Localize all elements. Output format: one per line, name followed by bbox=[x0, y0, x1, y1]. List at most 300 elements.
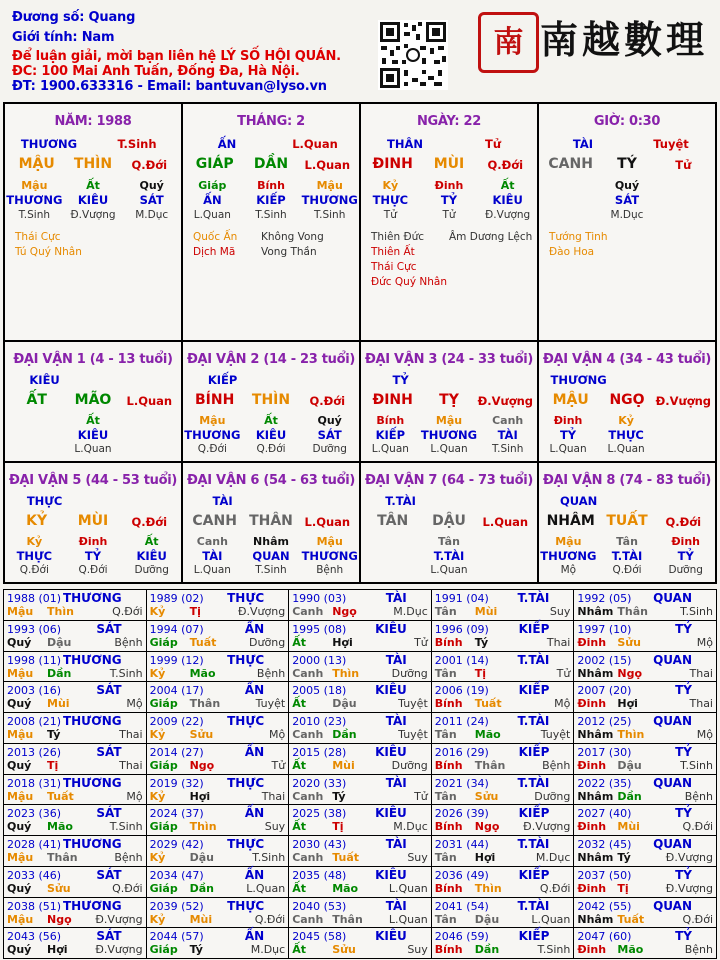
hidden-stem: Tân bbox=[616, 535, 638, 548]
annual-star: QUAN bbox=[653, 775, 692, 790]
annual-chi: Thân bbox=[474, 758, 506, 772]
dai-van-title: ĐẠI VẬN 8 (74 - 83 tuổi) bbox=[542, 473, 712, 488]
annual-detail bbox=[577, 790, 713, 803]
annual-state: Bệnh bbox=[684, 789, 713, 803]
hidden-state: Q.Đới bbox=[19, 564, 49, 576]
hidden-state: T.Sinh bbox=[491, 443, 524, 455]
annual-state: Thai bbox=[689, 697, 713, 711]
annual-year: 2009 (22) bbox=[149, 715, 204, 728]
hidden-states-row bbox=[361, 443, 537, 455]
annual-state: Mộ bbox=[126, 789, 143, 803]
annual-cell bbox=[146, 713, 289, 744]
pillar-cell bbox=[539, 104, 715, 340]
annual-cell bbox=[574, 713, 717, 744]
annual-detail bbox=[435, 790, 571, 803]
annual-chi: Tý bbox=[47, 728, 61, 741]
annual-state: Tuyệt bbox=[398, 728, 428, 741]
annual-year: 2016 (29) bbox=[434, 745, 489, 759]
annual-cell bbox=[289, 682, 432, 713]
annual-year: 2015 (28) bbox=[292, 745, 347, 759]
annual-star: THỰC bbox=[227, 652, 265, 667]
pillar-can: CANH bbox=[548, 156, 593, 172]
hidden-state: Đ.Vượng bbox=[485, 209, 531, 221]
hidden-state: Bệnh bbox=[316, 564, 344, 576]
annual-state: Suy bbox=[264, 820, 286, 834]
pillar-cell bbox=[361, 104, 537, 340]
annual-can: Giáp bbox=[149, 758, 178, 772]
annual-year: 2023 (36) bbox=[7, 807, 62, 821]
annual-detail bbox=[435, 851, 571, 864]
annual-can: Kỷ bbox=[149, 912, 166, 926]
annual-row bbox=[4, 836, 717, 867]
annual-can: Ất bbox=[292, 635, 306, 649]
annual-chi: Dậu bbox=[47, 635, 72, 649]
dai-van-chi: DẬU bbox=[432, 513, 466, 529]
annual-star: KIÊU bbox=[375, 806, 407, 821]
dai-van-can-chi-row bbox=[183, 513, 359, 529]
pillar-chi: TÝ bbox=[617, 156, 637, 172]
annual-chi: Thìn bbox=[47, 605, 74, 618]
annual-state: Tử bbox=[556, 666, 571, 680]
hidden-stem: Nhâm bbox=[253, 535, 289, 548]
annual-state: L.Quan bbox=[531, 912, 571, 926]
dai-van-title: ĐẠI VẬN 3 (24 - 33 tuổi) bbox=[364, 352, 534, 367]
annual-star: TỶ bbox=[675, 867, 692, 882]
annual-row bbox=[4, 805, 717, 836]
hidden-stem: Mậu bbox=[21, 179, 48, 192]
annual-detail bbox=[150, 790, 286, 803]
dai-van-title: ĐẠI VẬN 2 (14 - 23 tuổi) bbox=[186, 352, 356, 367]
annual-state: T.Sinh bbox=[252, 851, 286, 864]
dai-van-cell bbox=[539, 463, 715, 582]
annual-cell bbox=[574, 897, 717, 928]
annual-row bbox=[4, 897, 717, 928]
annual-year: 2042 (55) bbox=[577, 899, 632, 913]
annual-year: 2010 (23) bbox=[292, 715, 347, 728]
annual-state: Thai bbox=[546, 635, 571, 649]
hidden-star: KIẾP bbox=[256, 193, 286, 207]
annual-can: Bính bbox=[434, 943, 463, 957]
pillar-star-row bbox=[183, 137, 359, 151]
hidden-stars-row bbox=[5, 549, 181, 563]
dai-van-can: CANH bbox=[192, 513, 237, 529]
annual-state: L.Quan bbox=[388, 912, 428, 926]
annual-year: 2027 (40) bbox=[577, 807, 632, 821]
annual-star: TỶ bbox=[675, 744, 692, 759]
hidden-star: TỶ bbox=[84, 549, 102, 563]
hidden-states-row bbox=[5, 564, 181, 576]
annual-cell bbox=[289, 774, 432, 805]
annual-state: Q.Đới bbox=[112, 881, 143, 895]
annual-year: 2018 (31) bbox=[7, 776, 62, 790]
annual-detail bbox=[435, 605, 571, 618]
annual-chi: Tị bbox=[189, 605, 201, 618]
annual-state: Đ.Vượng bbox=[237, 605, 286, 618]
annual-detail bbox=[150, 820, 286, 833]
dai-van-can: ẤT bbox=[26, 392, 47, 408]
annual-cell bbox=[4, 866, 147, 897]
annual-star: THƯƠNG bbox=[62, 714, 122, 728]
annual-year: 1989 (02) bbox=[149, 592, 204, 605]
annual-state: Bệnh bbox=[684, 943, 713, 957]
pillar-star: ẤN bbox=[217, 137, 237, 151]
dai-van-cell bbox=[183, 463, 359, 582]
annual-cell bbox=[431, 713, 574, 744]
annual-state: Mộ bbox=[268, 728, 286, 741]
pillar-chi-state: Q.Đới bbox=[487, 158, 524, 172]
annotation: Tú Quý Nhân bbox=[15, 246, 82, 258]
annual-chi: Tuất bbox=[474, 697, 502, 711]
pillar-can-chi-row bbox=[5, 156, 181, 172]
hidden-stem: Canh bbox=[196, 535, 228, 548]
hidden-stars-row bbox=[539, 193, 715, 207]
annual-year: 2032 (45) bbox=[577, 838, 632, 851]
hidden-state: Dưỡng bbox=[312, 443, 347, 455]
annual-detail bbox=[292, 728, 428, 741]
pillar-chi: THÌN bbox=[73, 156, 113, 172]
annual-detail bbox=[435, 913, 571, 926]
annual-state: Bệnh bbox=[114, 635, 143, 649]
hidden-state: L.Quan bbox=[74, 443, 112, 455]
hidden-stems-row bbox=[183, 535, 359, 548]
pillar-star-extra: T.Sinh bbox=[117, 137, 157, 151]
annual-can: Đinh bbox=[577, 881, 607, 895]
annual-can: Mậu bbox=[7, 912, 34, 926]
annual-cell bbox=[146, 651, 289, 682]
annual-chi: Thân bbox=[189, 697, 221, 711]
pillar-star-extra: L.Quan bbox=[292, 137, 338, 151]
annual-cell bbox=[146, 682, 289, 713]
annotation: Quốc Ấn bbox=[193, 231, 238, 243]
annual-chi: Mùi bbox=[332, 758, 355, 772]
annual-cell bbox=[146, 620, 289, 651]
annotation: Thái Cực bbox=[371, 261, 417, 273]
header-line: Để luận giải, mời bạn liên hệ LÝ SỐ HỘI QUÁN. bbox=[12, 49, 341, 64]
hidden-stem: Bính bbox=[376, 414, 405, 427]
annual-state: M.Dục bbox=[535, 851, 571, 864]
qr-code-icon[interactable] bbox=[378, 20, 448, 90]
hidden-stem: Mậu bbox=[435, 414, 463, 427]
hidden-star: QUAN bbox=[252, 549, 290, 563]
dai-van-cell bbox=[183, 342, 359, 461]
hidden-stem: Ất bbox=[144, 535, 159, 548]
annual-star: QUAN bbox=[653, 837, 692, 851]
pillar-star-row bbox=[5, 137, 181, 151]
annual-year: 1998 (11) bbox=[7, 653, 62, 667]
hidden-star: T.TÀI bbox=[433, 549, 465, 563]
annual-chi: Tuất bbox=[189, 635, 217, 649]
annual-detail bbox=[435, 728, 571, 741]
annual-detail bbox=[150, 636, 286, 649]
annual-state: Dưỡng bbox=[391, 758, 428, 772]
annual-can: Kỷ bbox=[149, 789, 166, 803]
hidden-stems-row bbox=[539, 414, 715, 427]
annual-can: Canh bbox=[292, 666, 324, 680]
annual-state: T.Sinh bbox=[109, 666, 143, 680]
dai-van-state: Đ.Vượng bbox=[477, 394, 534, 408]
dai-van-chi: TUẤT bbox=[606, 513, 648, 529]
annual-cell bbox=[431, 897, 574, 928]
annual-row bbox=[4, 651, 717, 682]
annual-can: Kỷ bbox=[149, 666, 166, 680]
dai-van-can: ĐINH bbox=[372, 392, 413, 408]
annual-chi: Tý bbox=[189, 943, 203, 957]
hidden-state: Đ.Vượng bbox=[70, 209, 116, 221]
annual-can: Kỷ bbox=[149, 851, 166, 864]
annual-detail bbox=[7, 728, 143, 741]
dai-van-star-row bbox=[183, 373, 359, 387]
annual-star: ẤN bbox=[244, 929, 265, 944]
hidden-star: TÀI bbox=[497, 428, 518, 442]
annual-detail bbox=[292, 759, 428, 772]
pillar-can: ĐINH bbox=[372, 156, 413, 172]
annual-star: THỰC bbox=[227, 775, 265, 790]
dai-van-cell bbox=[5, 342, 181, 461]
dai-van-star: THƯƠNG bbox=[550, 373, 607, 387]
annual-year: 1993 (06) bbox=[7, 622, 62, 636]
hidden-state: L.Quan bbox=[549, 443, 587, 455]
annual-chi: Sửu bbox=[189, 728, 214, 741]
annual-detail bbox=[577, 636, 713, 649]
hidden-star: THỰC bbox=[16, 549, 53, 563]
annotation: Thái Cực bbox=[15, 231, 61, 243]
annual-can: Bính bbox=[434, 881, 463, 895]
annual-detail bbox=[292, 667, 428, 680]
annual-can: Mậu bbox=[7, 851, 34, 864]
hidden-stem: Ất bbox=[264, 414, 278, 427]
dai-van-chi: NGỌ bbox=[609, 392, 645, 408]
annual-star: THƯƠNG bbox=[62, 775, 122, 790]
hidden-star: SÁT bbox=[139, 193, 164, 207]
annual-detail bbox=[435, 667, 571, 680]
annotation: Không Vong bbox=[261, 231, 324, 243]
annual-year: 2028 (41) bbox=[7, 838, 62, 851]
annual-cell bbox=[574, 651, 717, 682]
annual-can: Tân bbox=[434, 666, 457, 680]
hidden-star: KIÊU bbox=[255, 428, 287, 442]
annual-star: KIẾP bbox=[518, 929, 550, 944]
annual-cell bbox=[289, 743, 432, 774]
annual-cell bbox=[289, 836, 432, 867]
dai-van-state: Q.Đới bbox=[131, 515, 168, 529]
annual-cell bbox=[431, 682, 574, 713]
annual-year: 2031 (44) bbox=[434, 838, 489, 851]
annual-star: T.TÀI bbox=[517, 652, 550, 667]
dai-van-star-row bbox=[539, 494, 715, 508]
annual-row bbox=[4, 682, 717, 713]
annual-detail bbox=[292, 851, 428, 864]
annual-detail bbox=[577, 697, 713, 710]
hidden-states-row bbox=[539, 564, 715, 576]
annual-can: Canh bbox=[292, 605, 324, 618]
annual-detail bbox=[577, 943, 713, 956]
annual-chi: Dần bbox=[617, 789, 642, 803]
pillar-chi: DẦN bbox=[253, 156, 289, 172]
annual-can: Kỷ bbox=[149, 728, 166, 741]
annual-chi: Dậu bbox=[189, 851, 214, 864]
annual-year: 2033 (46) bbox=[7, 868, 62, 882]
annual-detail bbox=[577, 667, 713, 680]
annual-cell bbox=[146, 743, 289, 774]
annual-detail bbox=[7, 605, 143, 618]
hidden-state: T.Sinh bbox=[255, 564, 287, 576]
annual-chi: Tị bbox=[474, 666, 487, 680]
annual-year: 2043 (56) bbox=[7, 930, 62, 944]
annual-cell bbox=[431, 774, 574, 805]
annual-year: 2041 (54) bbox=[434, 899, 489, 913]
hidden-star: KIÊU bbox=[77, 428, 109, 442]
annual-cell bbox=[289, 590, 432, 621]
annual-star: THƯƠNG bbox=[62, 591, 122, 605]
hidden-stems-row bbox=[5, 535, 181, 548]
dai-van-state: Q.Đới bbox=[665, 515, 702, 529]
annual-can: Quý bbox=[7, 758, 32, 772]
annual-year: 2029 (42) bbox=[149, 838, 204, 851]
annual-state: Dưỡng bbox=[391, 666, 428, 680]
header bbox=[0, 0, 720, 100]
hidden-state: Q.Đới bbox=[256, 443, 286, 455]
annual-detail bbox=[7, 636, 143, 649]
annual-star: TÀI bbox=[385, 591, 407, 605]
annual-cell bbox=[289, 928, 432, 959]
annual-chi: Thân bbox=[617, 605, 648, 618]
annual-state: T.Sinh bbox=[680, 758, 713, 772]
pillar-star: THƯƠNG bbox=[20, 137, 78, 151]
pillar-title: GIỜ: 0:30 bbox=[593, 114, 661, 129]
annual-chi: Hợi bbox=[189, 789, 211, 803]
hidden-stems-row bbox=[361, 414, 537, 427]
annual-detail bbox=[7, 697, 143, 710]
annual-year: 1990 (03) bbox=[292, 592, 347, 605]
annual-year: 2014 (27) bbox=[149, 745, 204, 759]
annual-can: Quý bbox=[7, 881, 32, 895]
annual-year: 2024 (37) bbox=[149, 807, 204, 821]
annual-detail bbox=[7, 667, 143, 680]
hidden-states-row bbox=[183, 564, 359, 576]
hidden-star: THƯƠNG bbox=[6, 193, 63, 207]
hidden-states-row bbox=[539, 209, 715, 221]
hidden-states-row bbox=[361, 564, 537, 576]
annual-star: T.TÀI bbox=[517, 714, 550, 728]
annual-can: Giáp bbox=[149, 943, 178, 957]
annual-chi: Mùi bbox=[474, 605, 498, 618]
dai-van-chi: THÂN bbox=[249, 513, 293, 529]
annual-cell bbox=[146, 897, 289, 928]
annual-star: KIẾP bbox=[518, 621, 550, 636]
annotations-right bbox=[261, 230, 324, 260]
annual-chi: Tý bbox=[617, 851, 631, 864]
annual-year: 1991 (04) bbox=[434, 592, 489, 605]
pillar-star-extra: Tuyệt bbox=[653, 137, 689, 151]
annual-cell bbox=[289, 805, 432, 836]
annual-chi: Ngọ bbox=[189, 758, 215, 772]
dai-van-cell bbox=[361, 463, 537, 582]
hidden-states-row bbox=[183, 443, 359, 455]
annual-state: Đ.Vượng bbox=[665, 851, 713, 864]
annual-detail bbox=[150, 667, 286, 680]
annual-star: QUAN bbox=[653, 591, 692, 605]
annual-detail bbox=[292, 943, 428, 956]
annual-cell bbox=[4, 836, 147, 867]
annual-can: Đinh bbox=[577, 820, 607, 834]
annual-cell bbox=[574, 836, 717, 867]
annual-can: Đinh bbox=[577, 758, 607, 772]
annual-detail bbox=[435, 882, 571, 895]
annual-detail bbox=[150, 913, 286, 926]
annual-star: THỰC bbox=[227, 837, 265, 851]
pillar-title: NĂM: 1988 bbox=[54, 114, 132, 129]
annual-state: Q.Đới bbox=[112, 605, 143, 618]
annual-cell bbox=[574, 743, 717, 774]
annual-chi: Dậu bbox=[617, 758, 642, 772]
annual-chi: Ngọ bbox=[332, 605, 357, 618]
annual-chi: Dần bbox=[189, 881, 214, 895]
pillar-chi-state: Q.Đới bbox=[131, 158, 168, 172]
annual-star: THƯƠNG bbox=[62, 652, 122, 667]
annual-can: Mậu bbox=[7, 605, 34, 618]
annual-can: Ất bbox=[292, 943, 306, 957]
dai-van-star-row bbox=[361, 494, 537, 508]
annual-can: Canh bbox=[292, 789, 324, 803]
dai-van-chi: THÌN bbox=[251, 392, 291, 408]
hidden-star: KIÊU bbox=[77, 193, 109, 207]
annual-cell bbox=[4, 620, 147, 651]
dai-van-can-chi-row bbox=[539, 513, 715, 529]
spacer bbox=[618, 373, 715, 387]
annual-state: Q.Đới bbox=[682, 912, 713, 926]
hidden-stem: Canh bbox=[492, 414, 524, 427]
annual-star: THỰC bbox=[227, 714, 265, 728]
hidden-stem: Mậu bbox=[555, 535, 582, 548]
hidden-stars-row bbox=[361, 549, 537, 563]
annotations-right bbox=[449, 230, 532, 245]
annual-can: Tân bbox=[434, 605, 457, 618]
annual-cell bbox=[431, 620, 574, 651]
annual-star: SÁT bbox=[96, 683, 122, 698]
annotations-left bbox=[193, 230, 237, 260]
dai-van-state: L.Quan bbox=[482, 515, 529, 529]
annual-detail bbox=[7, 820, 143, 833]
dai-van-star-row bbox=[5, 373, 181, 387]
hidden-stem: Ất bbox=[86, 179, 100, 192]
annual-star: SÁT bbox=[96, 621, 122, 636]
hidden-state: L.Quan bbox=[193, 209, 231, 221]
annual-can: Nhâm bbox=[577, 912, 614, 926]
hidden-state: T.Sinh bbox=[313, 209, 346, 221]
annual-star: TỶ bbox=[675, 929, 692, 944]
dai-van-cell bbox=[5, 463, 181, 582]
hidden-star: TỶ bbox=[440, 193, 458, 207]
annual-can: Đinh bbox=[577, 943, 607, 957]
annual-year: 2005 (18) bbox=[292, 684, 347, 698]
hidden-stems-row bbox=[183, 414, 359, 427]
annotation: Đức Quý Nhân bbox=[371, 276, 447, 288]
annual-can: Nhâm bbox=[577, 851, 614, 864]
annual-state: L.Quan bbox=[388, 881, 428, 895]
annual-cell bbox=[574, 928, 717, 959]
annual-chi: Ngọ bbox=[47, 912, 72, 926]
annual-year: 2019 (32) bbox=[149, 776, 204, 790]
hidden-states-row bbox=[5, 209, 181, 221]
hidden-stems-row bbox=[183, 179, 359, 192]
dai-van-chi: MÙI bbox=[77, 513, 109, 529]
hidden-stems-row bbox=[539, 179, 715, 192]
annual-chi: Dần bbox=[474, 943, 500, 957]
annual-cell bbox=[146, 836, 289, 867]
annual-year: 2012 (25) bbox=[577, 715, 632, 728]
annual-state: Tử bbox=[414, 635, 428, 649]
annual-can: Mậu bbox=[7, 666, 34, 680]
